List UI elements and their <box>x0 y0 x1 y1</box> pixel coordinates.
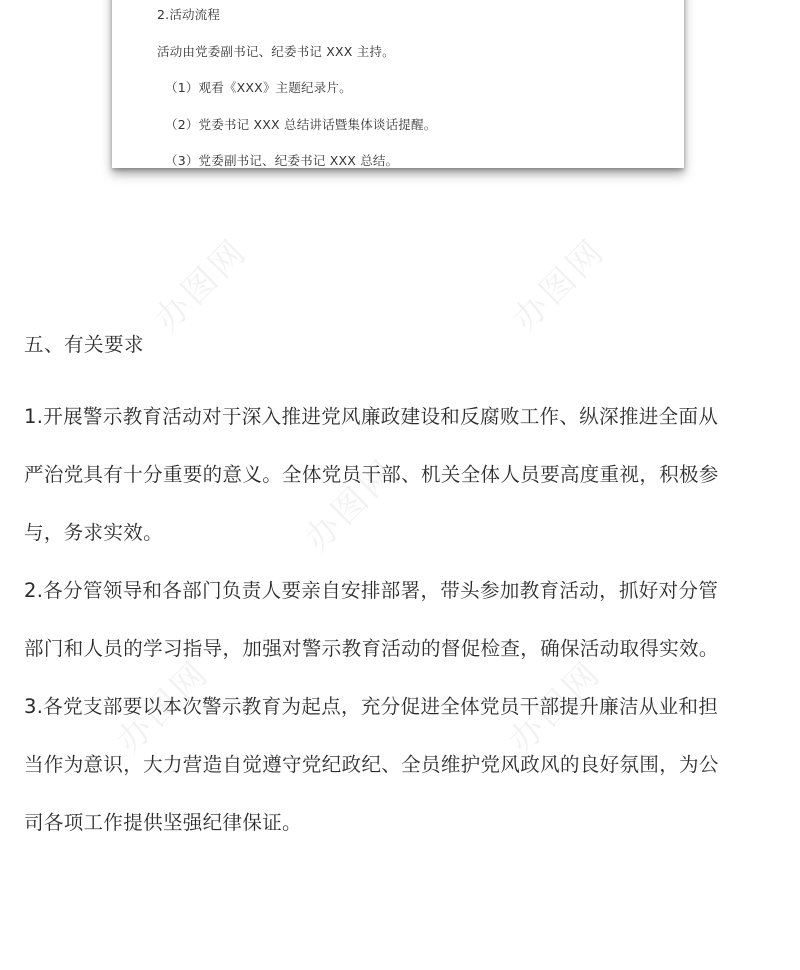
watermark: 办图网 <box>109 652 218 762</box>
card-heading: 2.活动流程 <box>157 7 221 22</box>
section-heading: 五、有关要求 <box>24 333 145 356</box>
watermark: 办图网 <box>501 652 610 762</box>
card-step: （2）党委书记 XXX 总结讲话暨集体谈话提醒。 <box>165 117 437 132</box>
card-step: （1）观看《XXX》主题纪录片。 <box>165 80 352 95</box>
requirements-section <box>24 330 784 852</box>
card-step: （3）党委副书记、纪委书记 XXX 总结。 <box>165 153 399 168</box>
paragraph-line: 部门和人员的学习指导，加强对警示教育活动的督促检查，确保活动取得实效。 <box>24 637 719 660</box>
paragraph-line: 司各项工作提供坚强纪律保证。 <box>24 811 302 834</box>
watermark: 办图网 <box>297 450 406 560</box>
paragraph-line: 严治党具有十分重要的意义。全体党员干部、机关全体人员要高度重视，积极参 <box>24 463 719 486</box>
paragraph-line: 与，务求实效。 <box>24 521 163 544</box>
watermark: 办图网 <box>505 230 614 340</box>
watermark: 办图网 <box>147 230 256 340</box>
paragraph-line: 当作为意识，大力营造自觉遵守党纪政纪、全员维护党风政风的良好氛围，为公 <box>24 753 719 776</box>
requirement-paragraph <box>24 388 784 562</box>
document-preview-card <box>112 0 684 168</box>
card-intro: 活动由党委副书记、纪委书记 XXX 主持。 <box>157 44 395 59</box>
paragraph-line: 1.开展警示教育活动对于深入推进党风廉政建设和反腐败工作、纵深推进全面从 <box>24 405 719 428</box>
requirement-paragraph <box>24 678 784 852</box>
paragraph-line: 3.各党支部要以本次警示教育为起点，充分促进全体党员干部提升廉洁从业和担 <box>24 695 719 718</box>
requirement-paragraph <box>24 562 784 678</box>
paragraph-line: 2.各分管领导和各部门负责人要亲自安排部署，带头参加教育活动，抓好对分管 <box>24 579 719 602</box>
